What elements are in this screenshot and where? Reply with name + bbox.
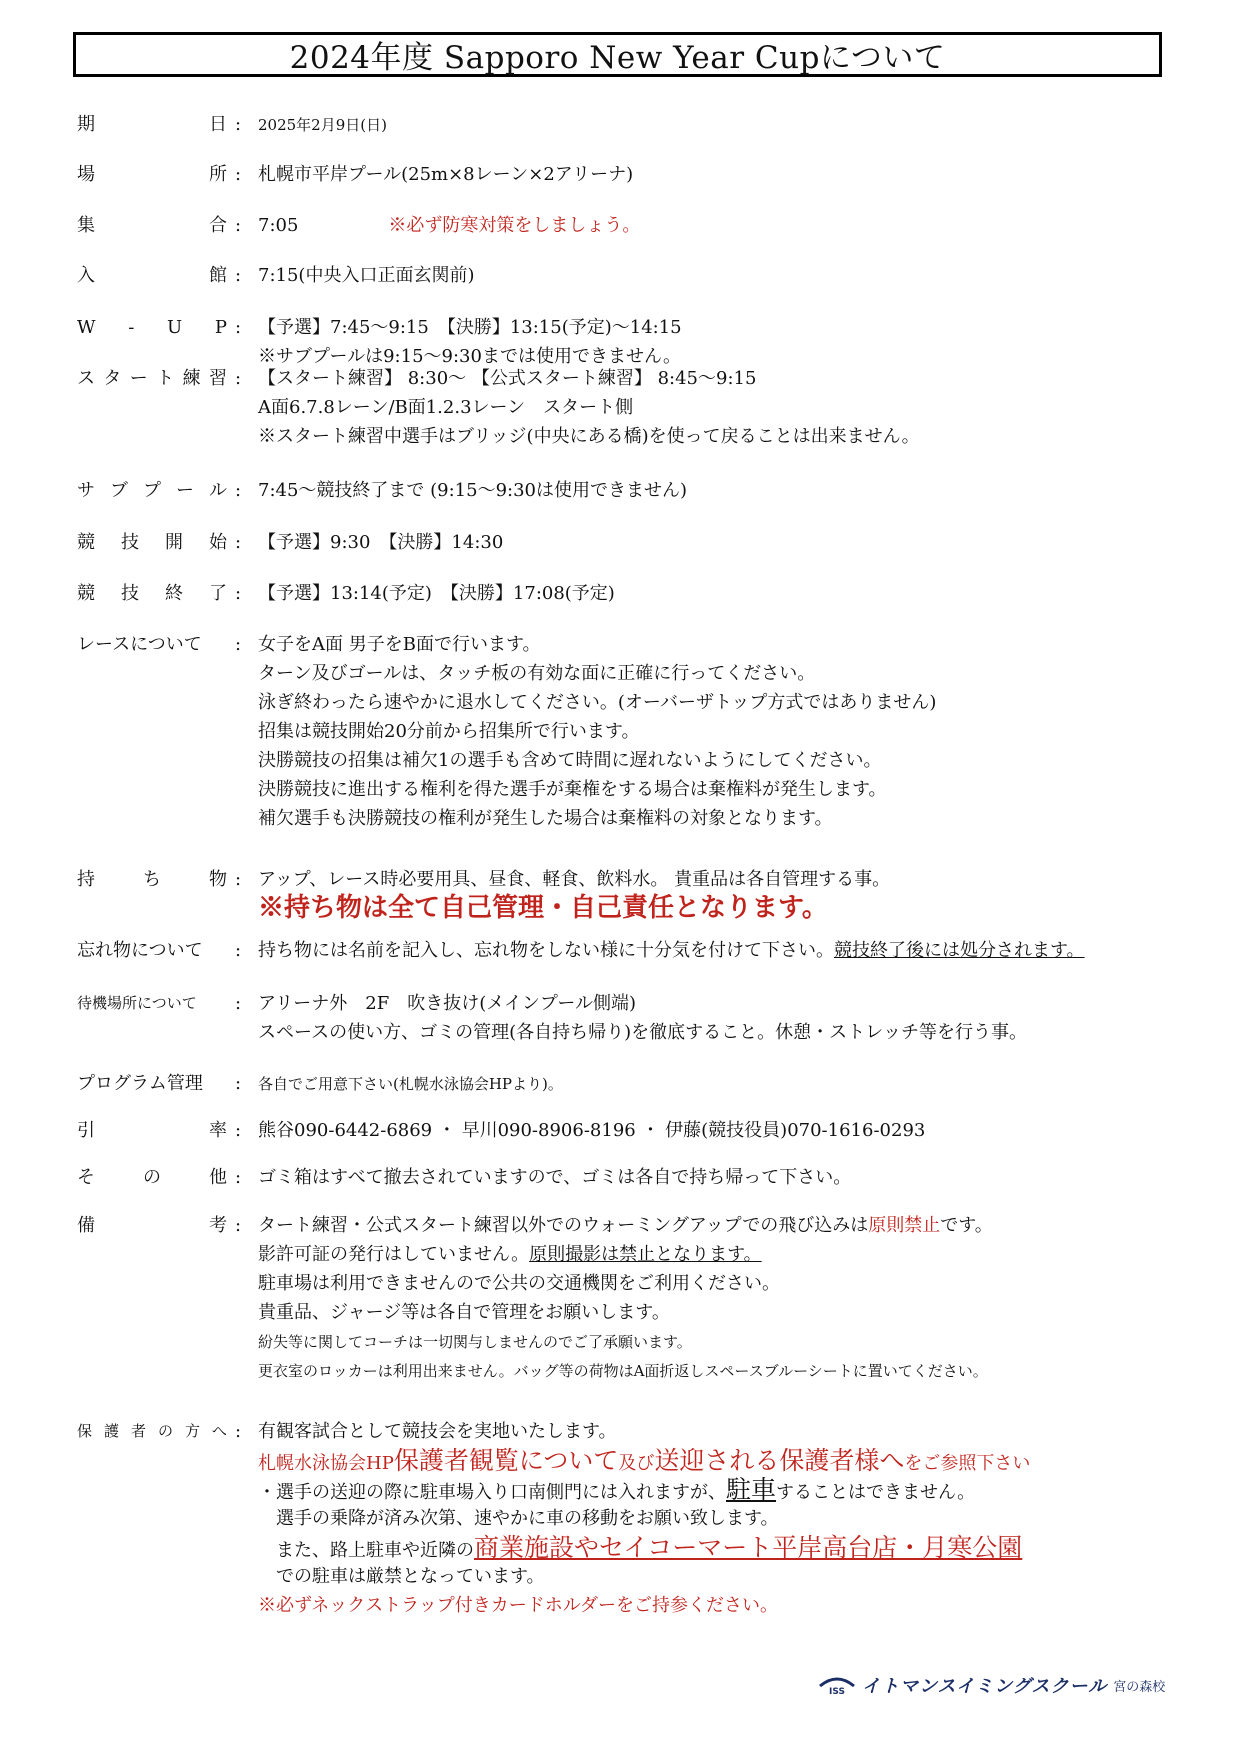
row-label-part: 集: [77, 215, 95, 236]
text-segment: 【予選】9:30 【決勝】14:30: [258, 532, 504, 553]
row-colon: :: [235, 940, 242, 961]
content-line: [258, 1327, 1241, 1356]
row-colon: :: [235, 480, 242, 501]
text-segment: 女子をA面 男子をB面で行います。: [258, 634, 541, 655]
row-label-part: 練: [182, 368, 201, 389]
text-segment: 決勝競技に進出する権利を得た選手が棄権をする場合は棄権料が発生します。: [258, 779, 887, 800]
row-content: [258, 865, 1241, 923]
text-segment: 決勝競技の招集は補欠1の選手も含めて時間に遅れないようにしてください。: [258, 750, 882, 771]
text-segment: アリーナ外 2F 吹き抜け(メインプール側端): [258, 993, 637, 1014]
row-content: [258, 160, 1241, 189]
content-line: [258, 1417, 1241, 1446]
row-label-part: へ: [211, 1422, 227, 1440]
row-colon: :: [235, 1215, 242, 1236]
row-label-part: 終: [165, 583, 183, 604]
row-label-part: 保: [77, 1422, 93, 1440]
content-line: [258, 1163, 1241, 1192]
text-segment: 各自でご用意下さい(札幌水泳協会HPより)。: [258, 1075, 563, 1093]
row-content: [258, 476, 1241, 505]
row-content: [258, 1116, 1241, 1145]
content-line: [258, 313, 1241, 342]
content-line: [258, 989, 1241, 1018]
row-colon: :: [235, 215, 242, 236]
content-line: [258, 528, 1241, 557]
text-segment: 原則撮影は禁止となります。: [529, 1244, 762, 1265]
row-label-part: 他: [209, 1167, 227, 1188]
row-label-part: の: [157, 1422, 173, 1440]
content-line: [258, 936, 1241, 965]
content-line: [258, 1446, 1241, 1475]
content-line: [258, 775, 1241, 804]
row-colon: :: [235, 1073, 242, 1094]
row-label-part: ト: [156, 368, 175, 389]
content-line: [258, 422, 1241, 451]
content-line: [258, 1562, 1241, 1591]
row-label: [77, 1116, 227, 1145]
page-title: 2024年度 Sapporo New Year Cupについて: [73, 32, 1162, 77]
row-label-part: 引: [77, 1120, 95, 1141]
text-segment: 有観客試合として競技会を実地いたします。: [258, 1421, 617, 1442]
text-segment: 【予選】7:45～9:15 【決勝】13:15(予定)～14:15: [258, 317, 682, 338]
row-label-part: 考: [209, 1215, 227, 1236]
row-content: [258, 528, 1241, 557]
row-colon: :: [235, 1167, 242, 1188]
content-line: [258, 1591, 1241, 1620]
content-line: [258, 1018, 1241, 1047]
content-line: [258, 1116, 1241, 1145]
row-content: [258, 211, 1241, 240]
row-colon: :: [235, 317, 242, 338]
row-label-part: 物: [209, 869, 227, 890]
school-logo: [818, 1672, 1165, 1698]
text-segment: 招集は競技開始20分前から招集所で行います。: [258, 721, 640, 742]
text-segment: での駐車は厳禁となっています。: [258, 1566, 545, 1587]
row-label-part: U: [166, 317, 183, 338]
row-label-part: 者: [130, 1422, 146, 1440]
content-line: [258, 894, 1241, 923]
text-segment: 貴重品、ジャージ等は各自で管理をお願いします。: [258, 1302, 670, 1323]
content-line: [258, 1298, 1241, 1327]
row-label-part: 備: [77, 1215, 95, 1236]
row-label: [77, 364, 227, 393]
text-segment: ※サブプールは9:15～9:30までは使用できません。: [258, 346, 682, 367]
row-label-part: 習: [208, 368, 227, 389]
svg-text:ISS: ISS: [829, 1687, 845, 1696]
text-segment: 及び: [618, 1453, 655, 1474]
row-label-part: 入: [77, 265, 95, 286]
row-label: [77, 476, 227, 505]
text-segment: 熊谷090-6442-6869 ・ 早川090-8906-8196 ・ 伊藤(競技役員)070-1616-0293: [258, 1120, 926, 1141]
row-label-part: 技: [121, 583, 139, 604]
row-colon: :: [235, 114, 242, 135]
row-label-part: 待機場所について: [77, 994, 197, 1012]
row-content: [258, 579, 1241, 608]
content-line: [258, 1269, 1241, 1298]
text-segment: することはできません。: [776, 1482, 976, 1503]
row-label-part: 護: [103, 1422, 119, 1440]
row-label: [77, 1163, 227, 1192]
row-content: [258, 313, 1241, 371]
logo-branch: 宮の森校: [1113, 1679, 1166, 1695]
row-label-part: ル: [209, 480, 227, 501]
row-label-part: プログラム管理: [77, 1073, 203, 1094]
logo-mark-icon: [818, 1674, 856, 1696]
row-label-part: -: [128, 317, 135, 338]
text-segment: 商業施設やセイコーマート平岸高台店・月寒公園: [474, 1533, 1023, 1562]
row-label-part: 方: [184, 1422, 200, 1440]
row-content: [258, 989, 1241, 1047]
row-label-part: 競: [77, 583, 95, 604]
content-line: [258, 211, 1241, 240]
content-line: [258, 160, 1241, 189]
content-line: [258, 364, 1241, 393]
row-label: [77, 160, 227, 189]
row-content: [258, 630, 1241, 833]
text-segment: ※必ず防寒対策をしましょう。: [298, 215, 641, 236]
row-label-part: の: [143, 1167, 161, 1188]
content-line: [258, 1475, 1241, 1504]
text-segment: ※スタート練習中選手はブリッジ(中央にある橋)を使って戻ることは出来ません。: [258, 426, 920, 447]
row-label: [77, 989, 227, 1018]
row-label: [77, 936, 227, 965]
row-label-part: 期: [77, 114, 95, 135]
row-label-part: レースについて: [77, 634, 202, 655]
row-label-part: ス: [77, 368, 95, 389]
text-segment: ・選手の送迎の際に駐車場入り口南側門には入れますが、: [258, 1482, 726, 1503]
text-segment: アップ、レース時必要用具、昼食、軽食、飲料水。 貴重品は各自管理する事。: [258, 869, 891, 890]
row-content: [258, 261, 1241, 290]
content-line: [258, 579, 1241, 608]
row-label-part: ち: [143, 869, 161, 890]
row-label: [77, 211, 227, 240]
row-label-part: 持: [77, 869, 95, 890]
text-segment: 札幌水泳協会HP: [258, 1453, 394, 1474]
text-segment: 更衣室のロッカーは利用出来ません。バッグ等の荷物はA面折返しスペースブルーシートに置いてください。: [258, 1362, 988, 1380]
row-label-part: そ: [77, 1167, 95, 1188]
content-line: [258, 261, 1241, 290]
row-colon: :: [235, 1120, 242, 1141]
content-line: [258, 1069, 1241, 1098]
content-line: [258, 630, 1241, 659]
row-label-part: ー: [176, 480, 194, 501]
row-label-part: プ: [143, 480, 161, 501]
content-line: [258, 1211, 1241, 1240]
text-segment: また、路上駐車や近隣の: [258, 1540, 474, 1561]
row-content: [258, 1163, 1241, 1192]
row-label-part: 了: [209, 583, 227, 604]
row-label-part: 合: [209, 215, 227, 236]
row-label-part: 館: [209, 265, 227, 286]
text-segment: です。: [940, 1215, 993, 1236]
text-segment: 2025年2月9日(日): [258, 116, 387, 134]
row-label-part: ー: [129, 368, 148, 389]
content-line: [258, 1533, 1241, 1562]
text-segment: 影許可証の発行はしていません。: [258, 1244, 530, 1265]
text-segment: 泳ぎ終わったら速やかに退水してください。(オーバーザトップ方式ではありません): [258, 692, 937, 713]
text-segment: ゴミ箱はすべて撤去されていますので、ゴミは各自で持ち帰って下さい。: [258, 1167, 852, 1188]
content-line: [258, 865, 1241, 894]
row-label-part: 開: [165, 532, 183, 553]
text-segment: 駐車: [726, 1475, 777, 1504]
text-segment: 札幌市平岸プール(25m×8レーン×2アリーナ): [258, 164, 634, 185]
logo-name: イトマンスイミングスクール: [862, 1676, 1108, 1697]
row-label-part: 場: [77, 164, 95, 185]
row-colon: :: [235, 265, 242, 286]
row-colon: :: [235, 1421, 242, 1442]
row-content: [258, 1069, 1241, 1098]
content-line: [258, 688, 1241, 717]
text-segment: ※必ずネックストラップ付きカードホルダーをご持参ください。: [258, 1595, 779, 1616]
text-segment: 競技終了後には処分されます。: [834, 940, 1085, 961]
text-segment: 【スタート練習】 8:30～ 【公式スタート練習】 8:45～9:15: [258, 368, 757, 389]
text-segment: ※持ち物は全て自己管理・自己責任となります。: [258, 893, 828, 923]
text-segment: 持ち物には名前を記入し、忘れ物をしない様に十分気を付けて下さい。: [258, 940, 834, 961]
row-label: [77, 865, 227, 894]
row-label: [77, 528, 227, 557]
text-segment: 補欠選手も決勝競技の権利が発生した場合は棄権料の対象となります。: [258, 808, 833, 829]
row-label-part: P: [214, 317, 227, 338]
row-label: [77, 579, 227, 608]
text-segment: 保護者観覧について: [393, 1446, 619, 1475]
row-label-part: ブ: [110, 480, 128, 501]
row-label-part: 始: [209, 532, 227, 553]
row-label-part: 忘れ物について: [77, 940, 203, 961]
row-content: [258, 936, 1241, 965]
row-colon: :: [235, 869, 242, 890]
row-content: [258, 1211, 1241, 1385]
row-colon: :: [235, 532, 242, 553]
text-segment: をご参照下さい: [904, 1453, 1031, 1474]
row-content: [258, 364, 1241, 451]
row-colon: :: [235, 368, 242, 389]
row-label: [77, 313, 227, 342]
text-segment: 選手の乗降が済み次第、速やかに車の移動をお願い致します。: [258, 1508, 779, 1529]
row-colon: :: [235, 583, 242, 604]
row-colon: :: [235, 993, 242, 1014]
text-segment: 7:05: [258, 215, 299, 236]
content-line: [258, 393, 1241, 422]
content-line: [258, 1504, 1241, 1533]
text-segment: 原則禁止: [868, 1215, 941, 1236]
text-segment: 駐車場は利用できませんので公共の交通機関をご利用ください。: [258, 1273, 780, 1294]
row-label-part: 所: [209, 164, 227, 185]
row-label: [77, 1417, 227, 1446]
text-segment: 紛失等に関してコーチは一切関与しませんのでご了承願います。: [258, 1333, 692, 1351]
text-segment: A面6.7.8レーン/B面1.2.3レーン スタート側: [258, 397, 634, 418]
content-line: [258, 659, 1241, 688]
content-line: [258, 746, 1241, 775]
row-label: [77, 1211, 227, 1240]
row-label: [77, 110, 227, 139]
row-label-part: 競: [77, 532, 95, 553]
text-segment: スペースの使い方、ゴミの管理(各自持ち帰り)を徹底すること。休憩・ストレッチ等を行う事。: [258, 1022, 1027, 1043]
row-label: [77, 261, 227, 290]
row-label-part: 日: [209, 114, 227, 135]
content-line: [258, 1356, 1241, 1385]
row-label: [77, 1069, 227, 1098]
text-segment: 7:15(中央入口正面玄関前): [258, 265, 475, 286]
row-content: [258, 110, 1241, 139]
row-label-part: サ: [77, 480, 95, 501]
text-segment: タート練習・公式スタート練習以外でのウォーミングアップでの飛び込みは: [258, 1215, 869, 1236]
row-colon: :: [235, 164, 242, 185]
text-segment: ターン及びゴールは、タッチ板の有効な面に正確に行ってください。: [258, 663, 816, 684]
content-line: [258, 1240, 1241, 1269]
row-label-part: W: [77, 317, 96, 338]
row-label-part: 率: [209, 1120, 227, 1141]
content-line: [258, 804, 1241, 833]
content-line: [258, 717, 1241, 746]
text-segment: 【予選】13:14(予定) 【決勝】17:08(予定): [258, 583, 615, 604]
row-label-part: 技: [121, 532, 139, 553]
text-segment: 7:45～競技終了まで (9:15～9:30は使用できません): [258, 480, 688, 501]
row-colon: :: [235, 634, 242, 655]
row-content: [258, 1417, 1241, 1620]
row-label-part: タ: [103, 368, 122, 389]
row-label: [77, 630, 227, 659]
content-line: [258, 476, 1241, 505]
content-line: [258, 110, 1241, 139]
text-segment: 送迎される保護者様へ: [654, 1446, 905, 1475]
